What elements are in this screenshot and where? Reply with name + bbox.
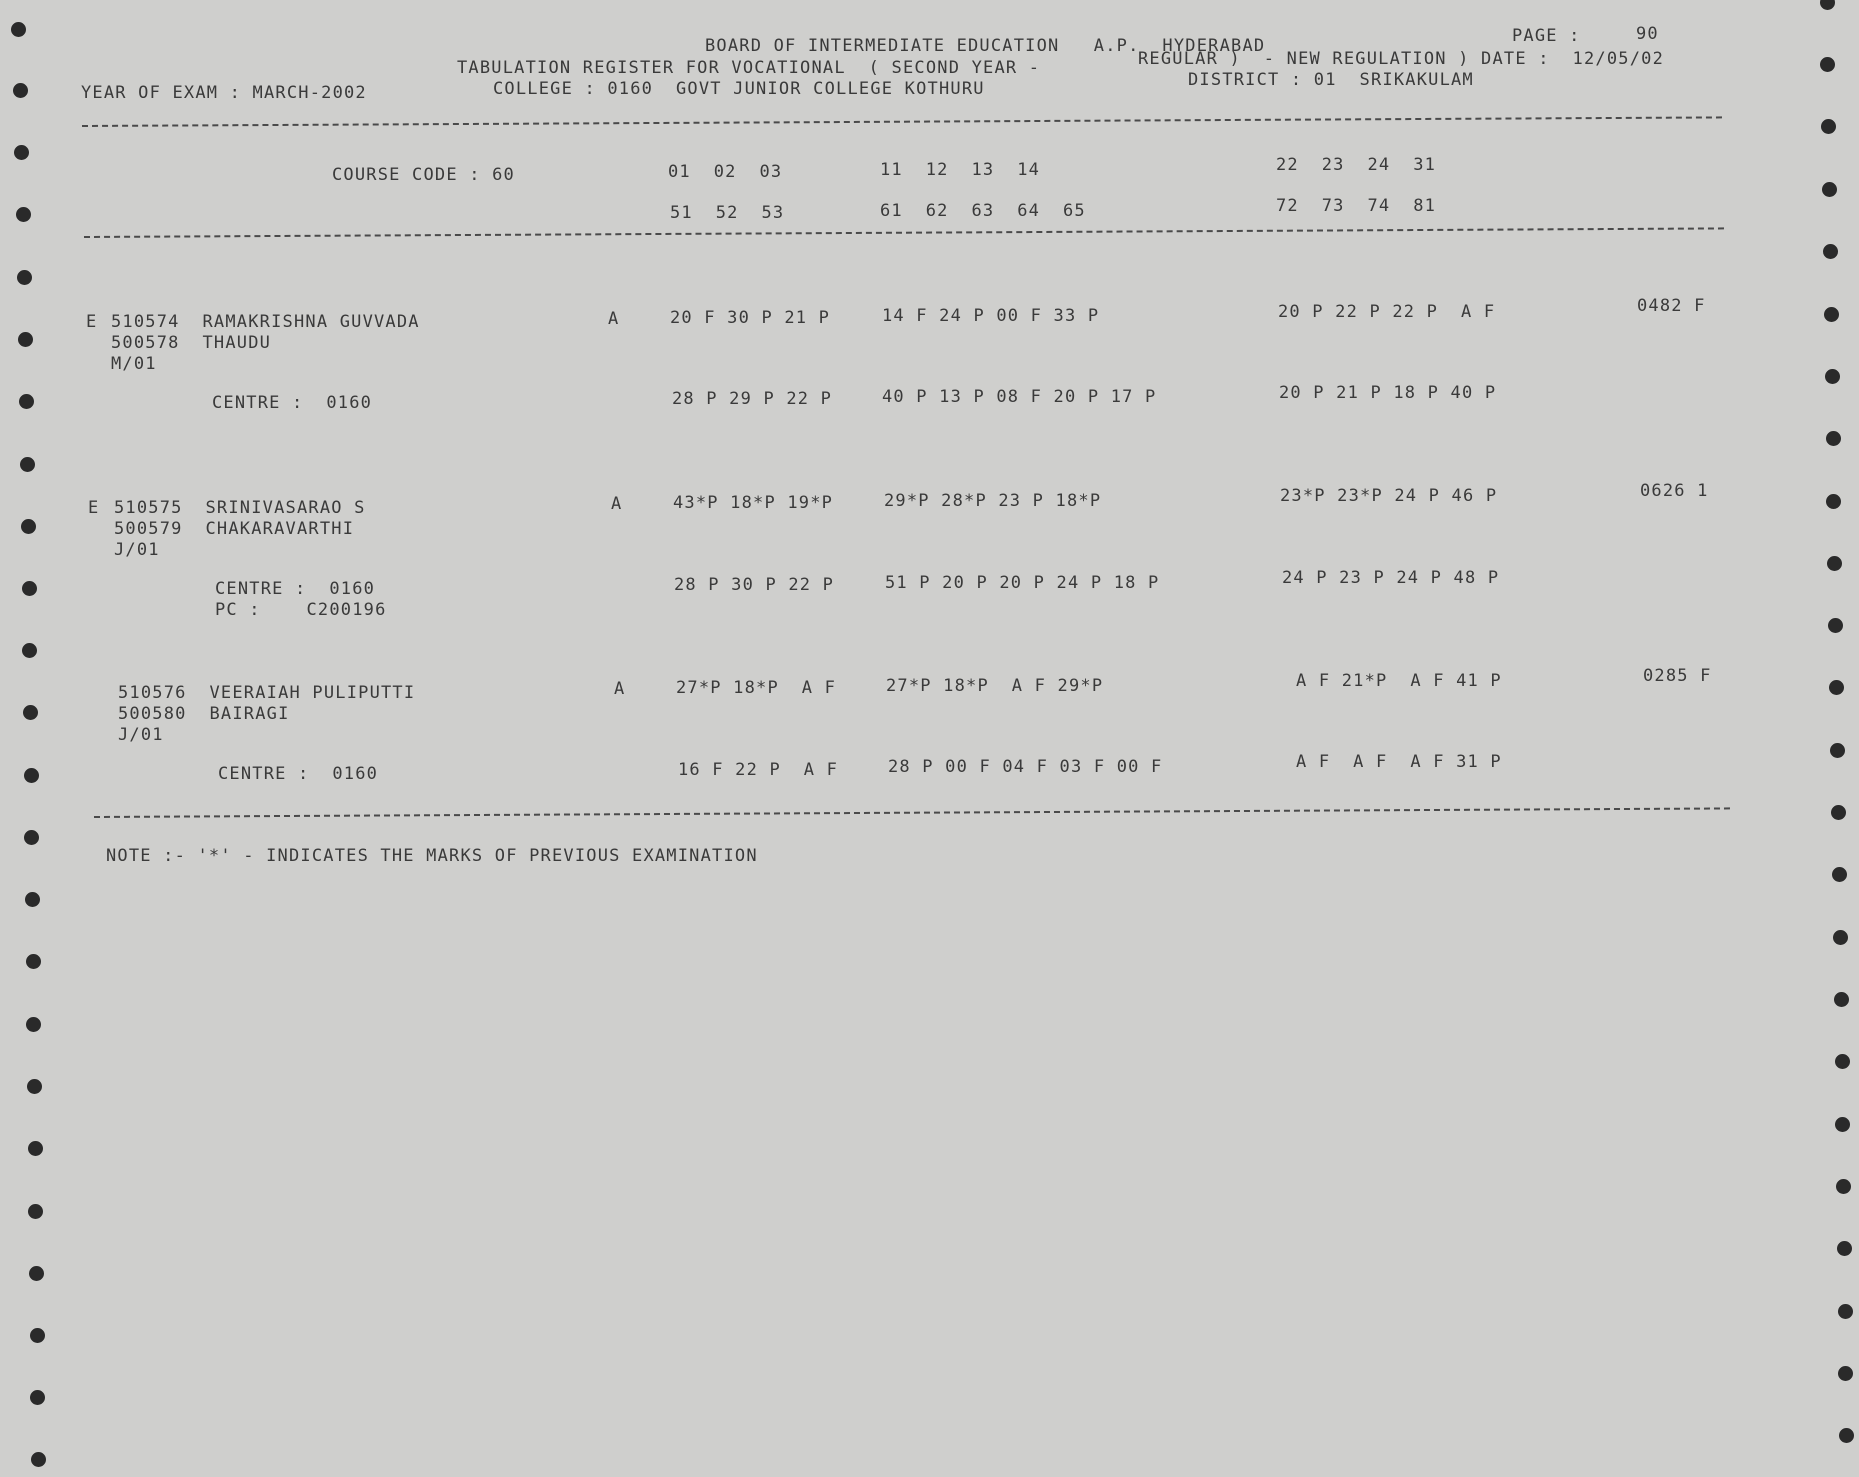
marks-row2-group1: 28 P 30 P 22 P (674, 575, 835, 595)
marks-row2-group3: 20 P 21 P 18 P 40 P (1279, 383, 1497, 403)
student-flag: E (86, 312, 98, 332)
student-total: 0482 F (1637, 296, 1706, 316)
student-medium: A (614, 679, 626, 699)
marks-row1-group2: 29*P 28*P 23 P 18*P (884, 491, 1102, 511)
course-codes-group2-row2: 61 62 63 64 65 (880, 201, 1086, 221)
page-number: 90 (1636, 24, 1659, 44)
marks-row2-group3: A F A F A F 31 P (1296, 752, 1502, 772)
student-pc: PC : C200196 (215, 600, 387, 620)
year-of-exam: YEAR OF EXAM : MARCH-2002 (81, 83, 367, 103)
course-codes-group1-row1: 01 02 03 (668, 162, 783, 182)
college-info: COLLEGE : 0160 GOVT JUNIOR COLLEGE KOTHURU (493, 79, 985, 99)
district-info: DISTRICT : 01 SRIKAKULAM (1188, 70, 1474, 90)
marks-row2-group2: 28 P 00 F 04 F 03 F 00 F (888, 757, 1163, 777)
page-label: PAGE : (1512, 26, 1581, 46)
student-line2: 500580 BAIRAGI (118, 704, 290, 724)
marks-row2-group1: 16 F 22 P A F (678, 760, 839, 780)
student-line2: 500579 CHAKARAVARTHI (114, 519, 355, 539)
student-line3: J/01 (118, 725, 164, 745)
records-divider (94, 807, 1730, 818)
regulation-and-date: REGULAR ) - NEW REGULATION ) DATE : 12/05/02 (1138, 49, 1665, 69)
header-divider (82, 116, 1722, 127)
codes-divider (84, 227, 1724, 238)
marks-row2-group3: 24 P 23 P 24 P 48 P (1282, 568, 1500, 588)
marks-row1-group2: 14 F 24 P 00 F 33 P (882, 306, 1100, 326)
course-codes-group2-row1: 11 12 13 14 (880, 160, 1041, 180)
student-total: 0626 1 (1640, 481, 1709, 501)
student-medium: A (611, 494, 623, 514)
student-centre: CENTRE : 0160 (212, 393, 373, 413)
marks-row2-group1: 28 P 29 P 22 P (672, 389, 833, 409)
student-flag: E (88, 498, 100, 518)
marks-row2-group2: 40 P 13 P 08 F 20 P 17 P (882, 387, 1157, 407)
student-medium: A (608, 309, 620, 329)
footnote: NOTE :- '*' - INDICATES THE MARKS OF PREVIOUS EXAMINATION (106, 846, 758, 866)
register-title: TABULATION REGISTER FOR VOCATIONAL ( SECOND YEAR - (457, 58, 1041, 78)
course-codes-group3-row1: 22 23 24 31 (1276, 155, 1437, 175)
marks-row1-group1: 43*P 18*P 19*P (673, 493, 834, 513)
course-codes-group1-row2: 51 52 53 (670, 203, 785, 223)
student-centre: CENTRE : 0160 (218, 764, 379, 784)
course-code: COURSE CODE : 60 (332, 165, 515, 185)
student-line1: 510574 RAMAKRISHNA GUVVADA (111, 312, 420, 332)
student-line1: 510575 SRINIVASARAO S (114, 498, 366, 518)
student-centre: CENTRE : 0160 (215, 579, 376, 599)
student-line3: M/01 (111, 354, 157, 374)
marks-row1-group3: 23*P 23*P 24 P 46 P (1280, 486, 1498, 506)
course-codes-group3-row2: 72 73 74 81 (1276, 196, 1437, 216)
marks-row1-group1: 27*P 18*P A F (676, 678, 837, 698)
marks-row1-group2: 27*P 18*P A F 29*P (886, 676, 1104, 696)
marks-row1-group3: 20 P 22 P 22 P A F (1278, 302, 1496, 322)
marks-row1-group1: 20 F 30 P 21 P (670, 308, 831, 328)
board-title: BOARD OF INTERMEDIATE EDUCATION A.P. HYDERABAD (705, 36, 1266, 56)
marks-row2-group2: 51 P 20 P 20 P 24 P 18 P (885, 573, 1160, 593)
bleed-through-text (440, 18, 943, 38)
student-line3: J/01 (114, 540, 160, 560)
student-line2: 500578 THAUDU (111, 333, 272, 353)
student-line1: 510576 VEERAIAH PULIPUTTI (118, 683, 416, 703)
marks-row1-group3: A F 21*P A F 41 P (1296, 671, 1502, 691)
student-total: 0285 F (1643, 666, 1712, 686)
